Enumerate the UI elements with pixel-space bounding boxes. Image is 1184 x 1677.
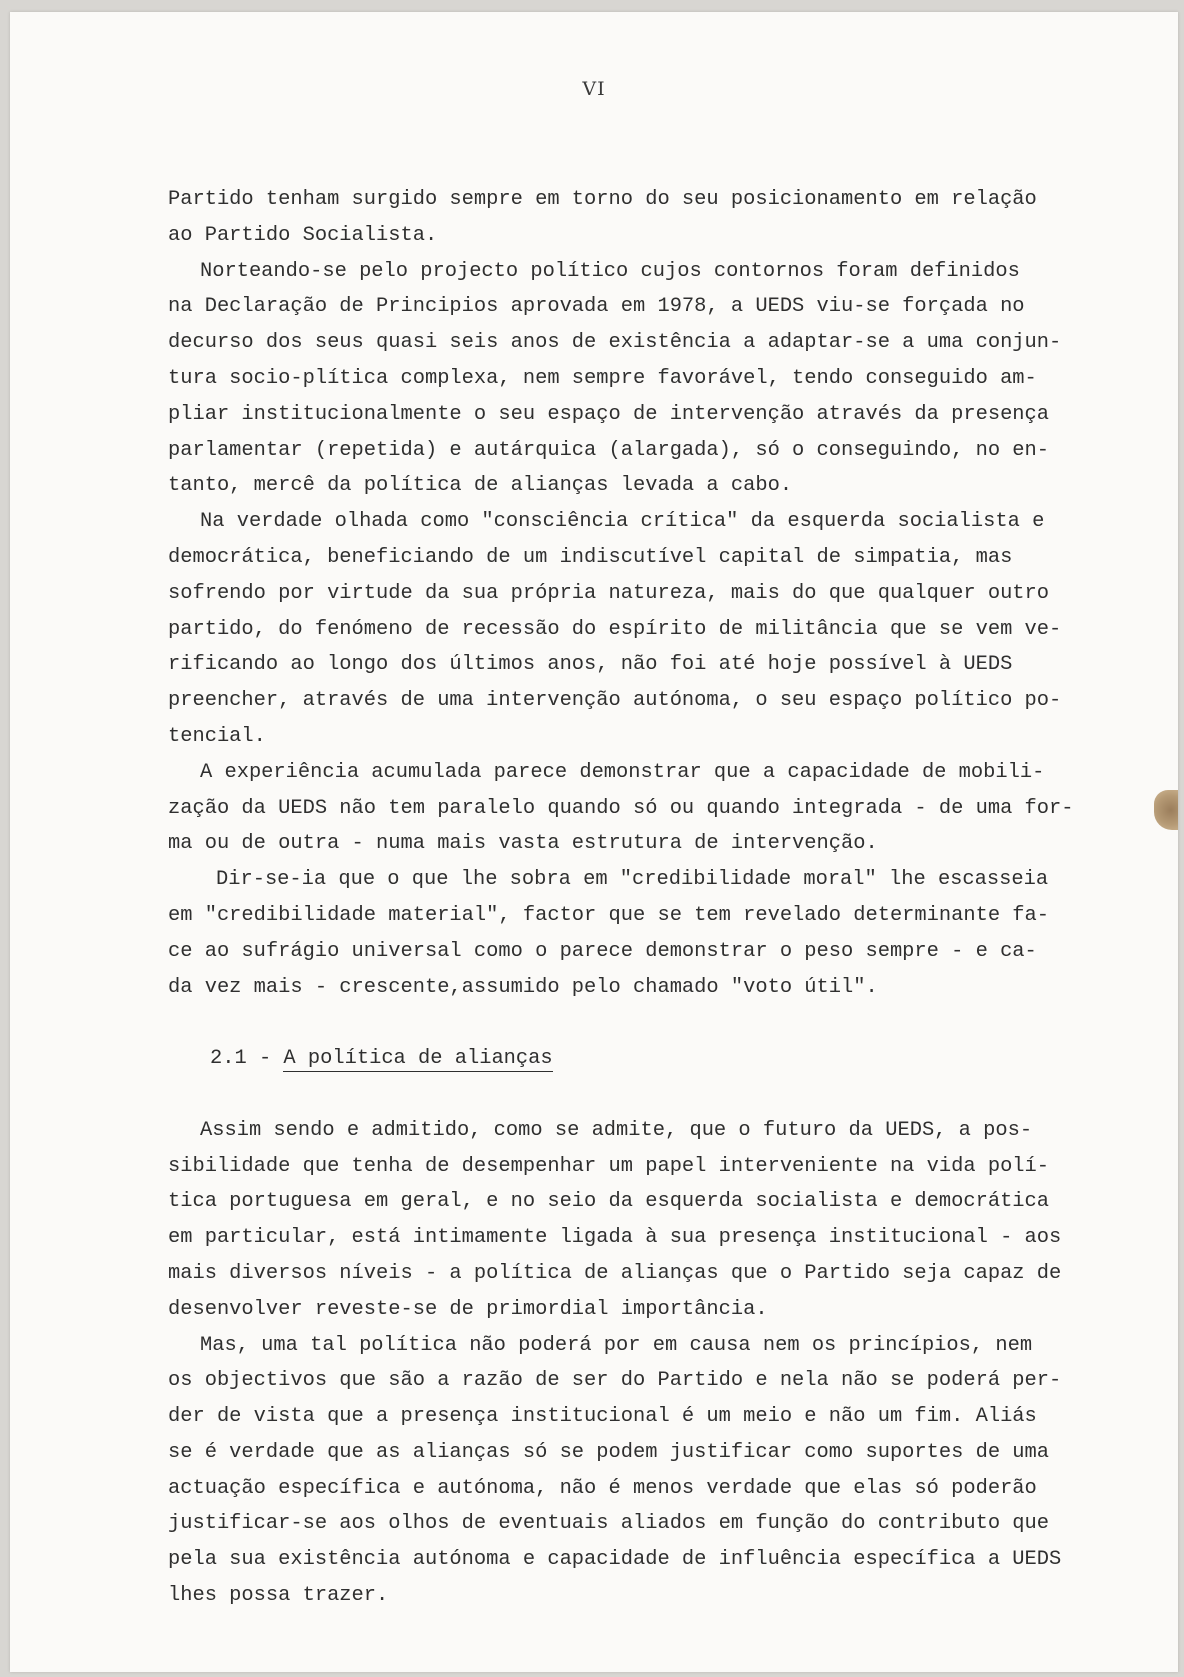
paragraph [168, 254, 1068, 505]
text-line: preencher, através de uma intervenção autónoma, o seu espaço político po- [168, 689, 1062, 713]
text-line: na Declaração de Principios aprovada em 1978, a UEDS viu-se forçada no [168, 295, 1025, 319]
text-line: actuação específica e autónoma, não é menos verdade que elas só poderão [168, 1476, 1037, 1500]
text-line: em particular, está intimamente ligada à sua presença institucional - aos [168, 1226, 1062, 1250]
paragraph [168, 1328, 1068, 1614]
text-line: Mas, uma tal política não poderá por em causa nem os princípios, nem [200, 1333, 1033, 1357]
text-line: der de vista que a presença institucional é um meio e não um fim. Aliás [168, 1405, 1037, 1429]
text-line: Partido tenham surgido sempre em torno do seu posicionamento em relação [168, 188, 1037, 211]
text-line: tica portuguesa em geral, e no seio da esquerda socialista e democrática [168, 1190, 1050, 1214]
spacer [168, 1077, 1068, 1113]
paragraph [168, 182, 1068, 254]
text-line: tencial. [168, 724, 266, 748]
text-line: tanto, mercê da política de alianças levada a cabo. [168, 474, 793, 498]
text-line: ao Partido Socialista. [168, 223, 438, 247]
paragraph [168, 862, 1068, 1005]
text-line: tura socio-plítica complexa, nem sempre favorável, tendo conseguido am- [168, 366, 1037, 390]
document-body [168, 182, 1074, 1614]
text-line: em "credibilidade material", factor que se tem revelado determinante fa- [168, 903, 1050, 927]
text-line: ma ou de outra - numa mais vasta estrutura de intervenção. [168, 832, 878, 856]
paragraph [168, 1113, 1068, 1328]
page-number: VI [582, 78, 606, 100]
text-line: partido, do fenómeno de recessão do espírito de militância que se vem ve- [168, 617, 1062, 641]
paragraph [168, 755, 1074, 862]
text-line: ce ao sufrágio universal como o parece demonstrar o peso sempre - e ca- [168, 939, 1037, 963]
text-line: democrática, beneficiando de um indiscutível capital de simpatia, mas [168, 545, 1013, 569]
paragraph [168, 504, 1068, 755]
text-line: pliar institucionalmente o seu espaço de intervenção através da presença [168, 402, 1050, 426]
section-heading [168, 1041, 1068, 1077]
spacer [168, 1005, 1068, 1041]
text-line: mais diversos níveis - a política de alianças que o Partido seja capaz de [168, 1261, 1062, 1285]
text-line: sibilidade que tenha de desempenhar um papel interveniente na vida polí- [168, 1154, 1050, 1178]
section-title: A política de alianças [283, 1047, 553, 1071]
text-line: os objectivos que são a razão de ser do Partido e nela não se poderá per- [168, 1369, 1062, 1393]
section-number: 2.1 - [210, 1047, 284, 1071]
text-line: A experiência acumulada parece demonstrar que a capacidade de mobili- [200, 760, 1045, 784]
text-line: da vez mais - crescente,assumido pelo chamado "voto útil". [168, 975, 878, 999]
text-line: lhes possa trazer. [168, 1584, 389, 1608]
text-line: rificando ao longo dos últimos anos, não foi até hoje possível à UEDS [168, 653, 1013, 677]
text-line: Norteando-se pelo projecto político cujos contornos foram definidos [200, 259, 1020, 283]
text-line: Dir-se-ia que o que lhe sobra em "credibilidade moral" lhe escasseia [216, 868, 1049, 892]
text-line: Assim sendo e admitido, como se admite, que o futuro da UEDS, a pos- [200, 1118, 1033, 1142]
text-line: pela sua existência autónoma e capacidade de influência específica a UEDS [168, 1548, 1062, 1572]
text-line: zação da UEDS não tem paralelo quando só ou quando integrada - de uma for- [168, 796, 1074, 820]
document-page [10, 12, 1178, 1672]
paper-stain [1154, 790, 1178, 830]
text-line: parlamentar (repetida) e autárquica (alargada), só o conseguindo, no en- [168, 438, 1050, 462]
text-line: Na verdade olhada como "consciência crítica" da esquerda socialista e [200, 510, 1045, 534]
text-line: justificar-se aos olhos de eventuais aliados em função do contributo que [168, 1512, 1050, 1536]
text-line: sofrendo por virtude da sua própria natureza, mais do que qualquer outro [168, 581, 1050, 605]
text-line: decurso dos seus quasi seis anos de existência a adaptar-se a uma conjun- [168, 331, 1062, 355]
text-line: se é verdade que as alianças só se podem justificar como suportes de uma [168, 1440, 1050, 1464]
text-line: desenvolver reveste-se de primordial importância. [168, 1297, 768, 1321]
